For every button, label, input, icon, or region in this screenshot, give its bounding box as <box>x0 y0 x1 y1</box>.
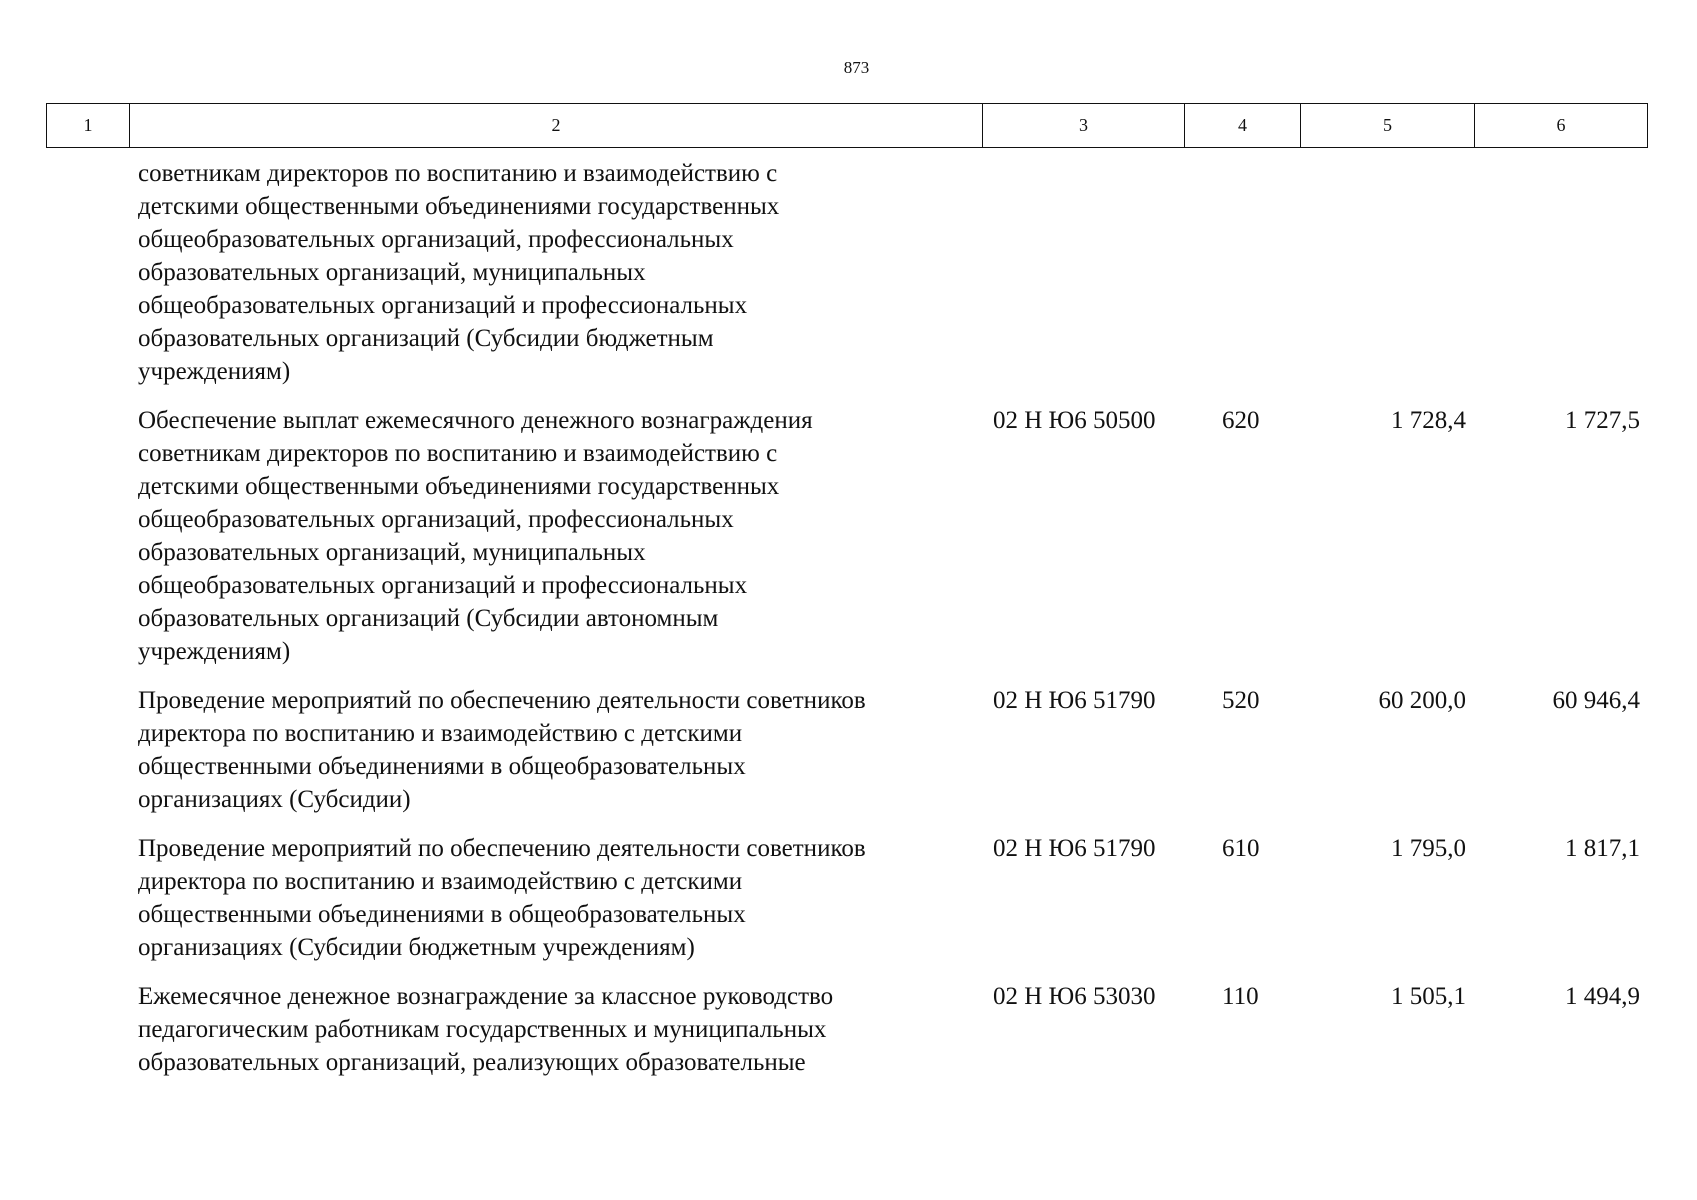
row-name: советникам директоров по воспитанию и взаимодействию с детскими общественными объединениями государственных общеобразовательных организаций, профессиональных образовательных организаций, муниципальных общеобразовательных организаций и профессиональных образовательных организаций (Субсидии бюджетным учреждениям) <box>138 160 780 385</box>
row-value-6: 1 817,1 <box>1565 835 1640 862</box>
row-type: 610 <box>1222 835 1260 862</box>
row-code: 02 Н Ю6 53030 <box>993 983 1156 1010</box>
row-value-5: 1 728,4 <box>1391 407 1466 434</box>
row-type: 520 <box>1222 687 1260 714</box>
row-name: Проведение мероприятий по обеспечению деятельности советников директора по воспитанию и взаимодействию с детскими общественными объединениями в общеобразовательных организациях (Субсидии бюджетным учреждениям) <box>138 835 866 961</box>
column-header-3: 3 <box>983 104 1185 148</box>
page-number: 873 <box>843 58 870 77</box>
column-header-1: 1 <box>47 104 130 148</box>
column-header-2: 2 <box>130 104 983 148</box>
row-value-5: 1 505,1 <box>1391 983 1466 1010</box>
table-row <box>0 832 1697 964</box>
column-header-row <box>47 104 1648 148</box>
table-row <box>0 157 1697 388</box>
row-name: Проведение мероприятий по обеспечению деятельности советников директора по воспитанию и взаимодействию с детскими общественными объединениями в общеобразовательных организациях (Субсидии) <box>138 687 866 813</box>
row-type: 110 <box>1222 983 1259 1010</box>
column-header-table <box>46 103 1648 148</box>
column-header-5: 5 <box>1301 104 1475 148</box>
row-code: 02 Н Ю6 50500 <box>993 407 1156 434</box>
column-header-6: 6 <box>1475 104 1648 148</box>
table-row <box>0 404 1697 668</box>
row-value-6: 1 727,5 <box>1565 407 1640 434</box>
row-value-5: 1 795,0 <box>1391 835 1466 862</box>
row-code: 02 Н Ю6 51790 <box>993 835 1156 862</box>
row-value-5: 60 200,0 <box>1378 687 1466 714</box>
row-code: 02 Н Ю6 51790 <box>993 687 1156 714</box>
row-name: Ежемесячное денежное вознаграждение за классное руководство педагогическим работникам государственных и муниципальных образовательных организаций, реализующих образовательные <box>138 983 834 1076</box>
row-name: Обеспечение выплат ежемесячного денежного вознаграждения советникам директоров по воспитанию и взаимодействию с детскими общественными объединениями государственных общеобразовательных организаций, профессиональных образовательных организаций, муниципальных общеобразовательных организаций и профессиональных образовательных организаций (Субсидии автономным учреждениям) <box>138 407 813 665</box>
table-body <box>0 157 1697 1095</box>
table-row <box>0 980 1697 1079</box>
row-value-6: 1 494,9 <box>1565 983 1640 1010</box>
column-header-4: 4 <box>1185 104 1301 148</box>
row-value-6: 60 946,4 <box>1552 687 1640 714</box>
table-row <box>0 684 1697 816</box>
row-type: 620 <box>1222 407 1260 434</box>
